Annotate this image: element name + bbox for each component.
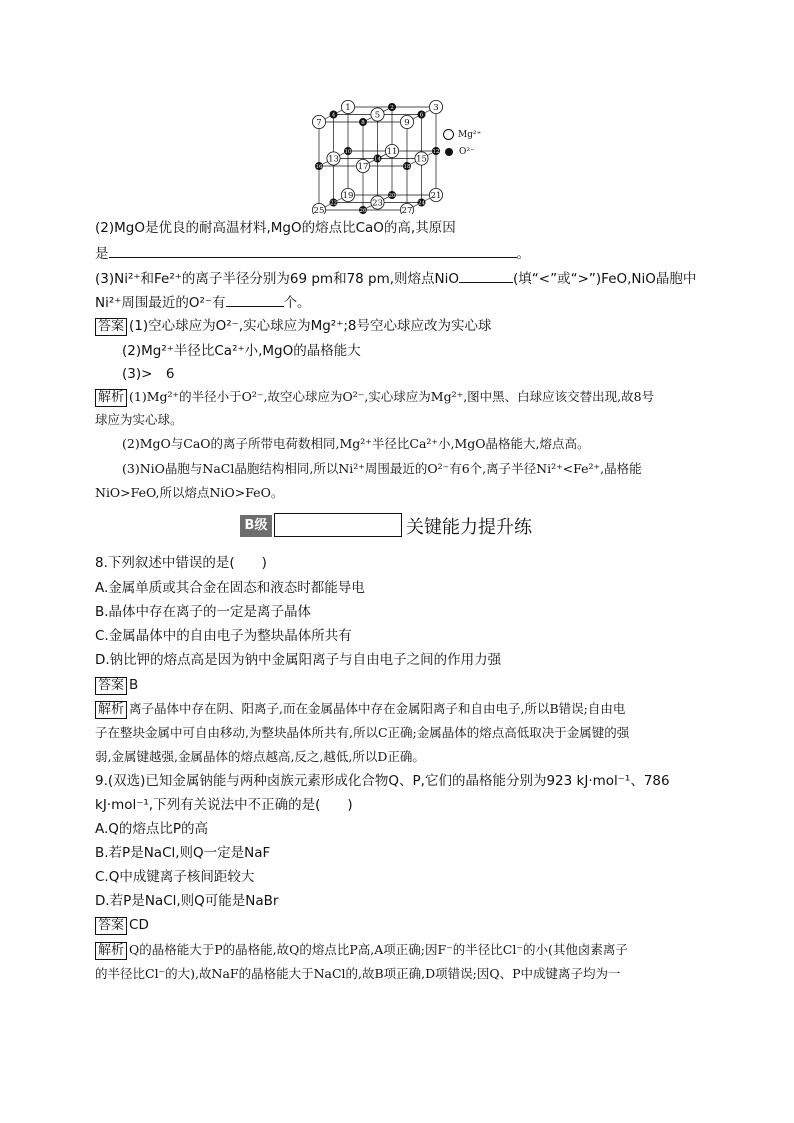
- q9-answer: 答案 CD: [95, 915, 149, 935]
- answer-tag: 答案: [95, 677, 127, 695]
- analysis-line1: 解析 (1)Mg²⁺的半径小于O²⁻,故空心球应为O²⁻,实心球应为Mg²⁺,图中黑、白球应该交替出现,故8号: [95, 387, 654, 407]
- ion-number-label: 17: [357, 162, 369, 172]
- mg-ion-ball: [327, 152, 340, 165]
- o-ion-ball: [432, 147, 439, 155]
- q8-answer: 答案 B: [95, 675, 138, 695]
- o-ion-ball: [344, 147, 352, 155]
- o-ion-ball: [330, 111, 337, 119]
- q3-line1: (3)Ni²⁺和Fe²⁺的离子半径分别为69 pm和78 pm,则熔点NiO (填“<”或“>”)FeO,NiO晶胞中: [95, 268, 696, 289]
- ion-number-label: 15: [416, 154, 427, 165]
- o-ion-ball: [403, 162, 411, 170]
- q8-stem: 8.下列叙述中错误的是( ): [95, 555, 267, 571]
- mg-ion-ball: [371, 196, 384, 209]
- ion-number-label: 10: [344, 149, 352, 156]
- open-circle-icon: [443, 129, 454, 140]
- ion-number-label: 26: [359, 208, 367, 214]
- ion-number-label: 22: [330, 200, 337, 207]
- ion-number-label: 9: [404, 118, 410, 128]
- ion-number-label: 19: [342, 191, 354, 201]
- o-ion-ball: [359, 206, 367, 214]
- ion-number-label: 25: [313, 206, 325, 214]
- q9-option-b: B.若P是NaCl,则Q一定是NaF: [95, 845, 271, 861]
- mg-ion-ball: [356, 159, 369, 172]
- ion-number-label: 7: [316, 118, 322, 128]
- answer-blank: [459, 268, 513, 283]
- mg-ion-ball: [400, 115, 413, 128]
- answer-line1: 答案 (1)空心球应为O²⁻,实心球应为Mg²⁺;8号空心球应改为实心球: [95, 316, 492, 336]
- section-box: [274, 513, 402, 537]
- analysis-tag: 解析: [95, 701, 127, 719]
- ion-number-label: 8: [361, 120, 365, 127]
- mg-ion-ball: [341, 188, 354, 201]
- ion-number-label: 27: [401, 206, 413, 214]
- analysis-line5: NiO>FeO,所以熔点NiO>FeO。: [95, 485, 284, 500]
- q8-option-b: B.晶体中存在离子的一定是离子晶体: [95, 604, 312, 620]
- answer-blank: [109, 243, 517, 258]
- ion-number-label: 5: [374, 110, 381, 121]
- o-ion-ball: [374, 155, 382, 163]
- q8-analysis-line2: 子在整块金属中可自由移动,为整块晶体所共有,所以C正确;金属晶体的熔点高低取决于金属键的强: [95, 725, 630, 740]
- analysis-line3: (2)MgO与CaO的离子所带电荷数相同,Mg²⁺半径比Ca²⁺小,MgO晶格能大,熔点高。: [122, 436, 590, 451]
- q2-line1: (2)MgO是优良的耐高温材料,MgO的熔点比CaO的高,其原因: [95, 220, 456, 236]
- ion-number-label: 6: [419, 112, 424, 119]
- o-ion-ball: [388, 103, 395, 111]
- mg-ion-ball: [312, 203, 325, 214]
- ion-number-label: 16: [315, 164, 323, 171]
- mg-ion-ball: [312, 115, 325, 128]
- answer-blank: [226, 292, 284, 307]
- ion-number-label: 2: [390, 105, 394, 112]
- section-badge: B级: [240, 515, 272, 537]
- q8-analysis-line3: 弱,金属键越强,金属晶体的熔点越高,反之,越低,所以D正确。: [95, 749, 425, 764]
- filled-circle-icon: [445, 148, 453, 156]
- legend-o: O²⁻: [443, 143, 513, 160]
- q3-line2: Ni²⁺周围最近的O²⁻有 个。: [95, 292, 311, 313]
- analysis-tag: 解析: [95, 942, 127, 960]
- ion-number-label: 21: [430, 191, 442, 201]
- ion-number-label: 20: [388, 193, 396, 200]
- answer-tag: 答案: [95, 917, 127, 935]
- q9-analysis-line2: 的半径比Cl⁻的大),故NaF的晶格能大于NaCl的,故B项正确,D项错误;因Q、P中成键离子均为一: [95, 966, 621, 981]
- analysis-line4: (3)NiO晶胞与NaCl晶胞结构相同,所以Ni²⁺周围最近的O²⁻有6个,离子半径Ni²⁺<Fe²⁺,晶格能: [122, 461, 642, 476]
- q2-line2: 是 。: [95, 243, 530, 264]
- ion-number-label: 12: [432, 149, 440, 156]
- q9-analysis-line1: 解析 Q的晶格能大于P的晶格能,故Q的熔点比P高,A项正确;因F⁻的半径比Cl⁻的小(其他卤素离子: [95, 940, 628, 960]
- o-ion-ball: [418, 111, 425, 119]
- section-header: [240, 513, 560, 541]
- o-ion-ball: [315, 162, 323, 170]
- mg-ion-ball: [429, 100, 442, 113]
- answer-tag: 答案: [95, 318, 127, 336]
- answer-line2: (2)Mg²⁺半径比Ca²⁺小,MgO的晶格能大: [122, 343, 361, 359]
- q9-option-c: C.Q中成键离子核间距较大: [95, 869, 255, 885]
- ion-number-label: 3: [433, 103, 439, 113]
- q9-stem-line2: kJ·mol⁻¹,下列有关说法中不正确的是( ): [95, 797, 353, 813]
- o-ion-ball: [330, 199, 337, 207]
- mg-ion-ball: [415, 152, 428, 165]
- mg-ion-ball: [400, 203, 413, 214]
- q9-stem-line1: 9.(双选)已知金属钠能与两种卤族元素形成化合物Q、P,它们的晶格能分别为923 kJ·mol⁻¹、786: [95, 773, 670, 789]
- ion-number-label: 11: [386, 147, 398, 157]
- mg-ion-ball: [429, 188, 442, 201]
- ion-number-label: 4: [331, 112, 336, 119]
- q8-analysis-line1: 解析 离子晶体中存在阴、阳离子,而在金属晶体中存在金属阳离子和自由电子,所以B错误;自由电: [95, 699, 625, 719]
- q8-option-c: C.金属晶体中的自由电子为整块晶体所共有: [95, 628, 352, 644]
- q8-option-d: D.钠比钾的熔点高是因为钠中金属阳离子与自由电子之间的作用力强: [95, 652, 502, 668]
- ion-number-label: 18: [403, 164, 411, 171]
- legend-mg: Mg²⁺: [443, 126, 513, 143]
- figure-legend: [443, 126, 513, 160]
- o-ion-ball: [388, 191, 396, 199]
- q8-option-a: A.金属单质或其合金在固态和液态时都能导电: [95, 580, 365, 596]
- o-ion-ball: [359, 118, 366, 126]
- ion-number-label: 13: [328, 154, 339, 165]
- ion-number-label: 14: [374, 156, 381, 163]
- section-title: 关键能力提升练: [406, 517, 532, 538]
- answer-line3: (3)> 6: [122, 366, 175, 382]
- mg-ion-ball: [371, 108, 384, 121]
- q9-option-a: A.Q的熔点比P的高: [95, 821, 209, 837]
- analysis-line2: 球应为实心球。: [95, 412, 183, 427]
- ion-number-label: 24: [418, 200, 425, 207]
- analysis-tag: 解析: [95, 389, 127, 407]
- mg-ion-ball: [341, 100, 354, 113]
- ion-number-label: 23: [372, 198, 383, 209]
- o-ion-ball: [418, 199, 426, 207]
- q9-option-d: D.若P是NaCl,则Q可能是NaBr: [95, 893, 279, 909]
- mg-ion-ball: [385, 144, 398, 157]
- ion-number-label: 1: [345, 103, 351, 113]
